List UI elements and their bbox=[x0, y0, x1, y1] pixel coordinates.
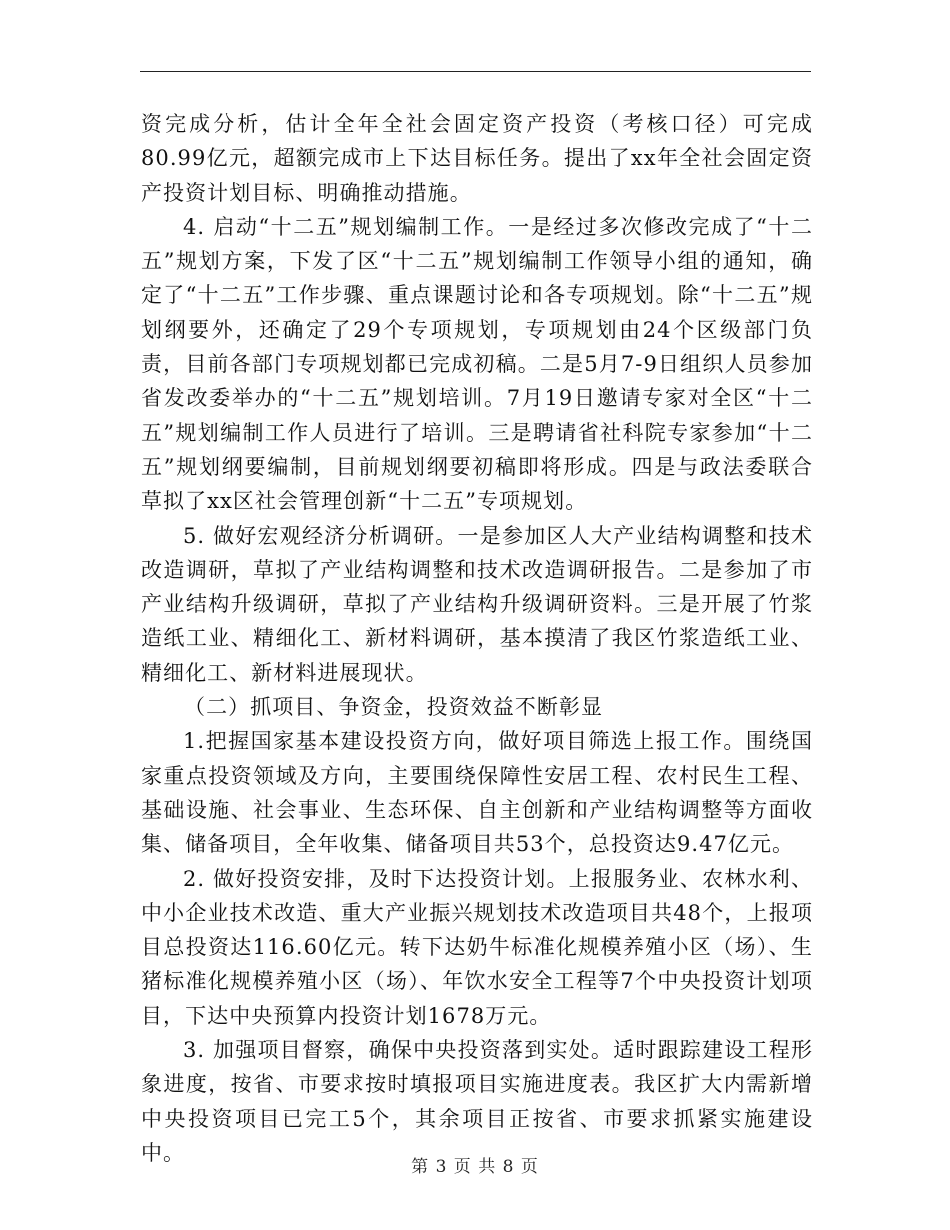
document-body bbox=[141, 107, 813, 1170]
page-number: 3 bbox=[435, 1157, 448, 1177]
paragraph-continuation: 资完成分析，估计全年全社会固定资产投资（考核口径）可完成80.99亿元，超额完成市上下达目标任务。提出了xx年全社会固定资产投资计划目标、明确推动措施。 bbox=[141, 112, 813, 205]
paragraph-item-5: 5. 做好宏观经济分析调研。一是参加区人大产业结构调整和技术改造调研，草拟了产业结构调整和技术改造调研报告。二是参加了市产业结构升级调研，草拟了产业结构升级调研资料。三是开展了竹浆造纸工业、精细化工、新材料调研，基本摸清了我区竹浆造纸工业、精细化工、新材料进展现状。 bbox=[141, 523, 813, 685]
paragraph-item-1: 1.把握国家基本建设投资方向，做好项目筛选上报工作。围绕国家重点投资领域及方向，主要围绕保障性安居工程、农村民生工程、基础设施、社会事业、生态环保、自主创新和产业结构调整等方面收集、储备项目，全年收集、储备项目共53个，总投资达9.47亿元。 bbox=[141, 729, 813, 857]
paragraph-item-2: 2. 做好投资安排，及时下达投资计划。上报服务业、农林水利、中小企业技术改造、重大产业振兴规划技术改造项目共48个，上报项目总投资达116.60亿元。转下达奶牛标准化规模养殖小区（场）、生猪标准化规模养殖小区（场）、年饮水安全工程等7个中央投资计划项目，下达中央预算内投资计划1678万元。 bbox=[141, 866, 813, 1028]
paragraph-item-3: 3. 加强项目督察，确保中央投资落到实处。适时跟踪建设工程形象进度，按省、市要求按时填报项目实施进度表。我区扩大内需新增中央投资项目已完工5个，其余项目正按省、市要求抓紧实施建设中。 bbox=[141, 1038, 813, 1165]
footer-suffix: 页 bbox=[520, 1157, 539, 1177]
header-rule bbox=[140, 71, 811, 72]
section-heading: （二）抓项目、争资金，投资效益不断彰显 bbox=[184, 695, 603, 720]
page-total: 8 bbox=[502, 1157, 515, 1177]
paragraph-item-4: 4. 启动“十二五”规划编制工作。一是经过多次修改完成了“十二五”规划方案，下发了区“十二五”规划编制工作领导小组的通知，确定了“十二五”工作步骤、重点课题讨论和各专项规划。除“十二五”规划纲要外，还确定了29个专项规划，专项规划由24个区级部门负责，目前各部门专项规划都已完成初稿。二是5月7-9日组织人员参加省发改委举办的“十二五”规划培训。7月19日邀请专家对全区“十二五”规划编制工作人员进行了培训。三是聘请省社科院专家参加“十二五”规划纲要编制，目前规划纲要初稿即将形成。四是与政法委联合草拟了xx区社会管理创新“十二五”专项规划。 bbox=[141, 214, 813, 514]
footer-middle: 页 共 bbox=[453, 1157, 497, 1177]
footer-prefix: 第 bbox=[411, 1157, 430, 1177]
page-footer bbox=[0, 1152, 950, 1177]
